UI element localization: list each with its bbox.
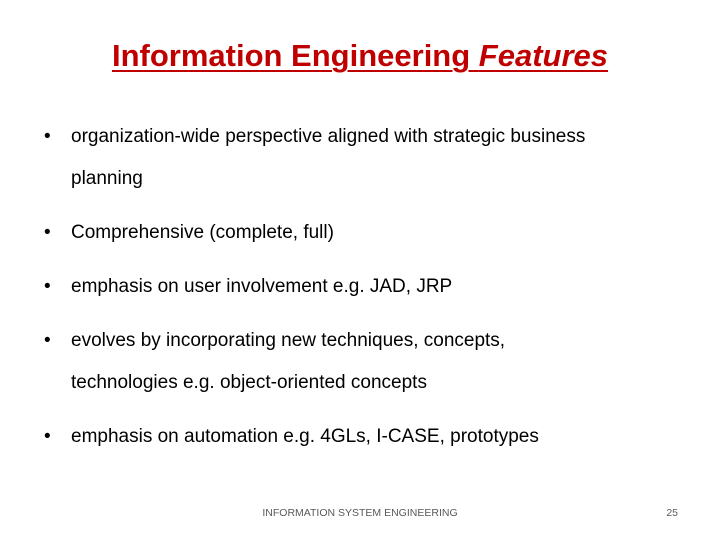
bullet-text-line: organization-wide perspective aligned with strategic business	[71, 126, 586, 147]
bullet-text-line: emphasis on user involvement e.g. JAD, JRP	[71, 276, 453, 297]
bullet-text-line: technologies e.g. object-oriented concepts	[71, 372, 427, 393]
bullet-dot-icon: •	[44, 126, 51, 147]
slide-title-emphasis: Features	[478, 38, 609, 73]
bullet-text-line: planning	[71, 168, 143, 189]
bullet-item	[44, 416, 684, 458]
bullet-list	[44, 116, 684, 470]
bullet-dot-icon: •	[44, 276, 51, 297]
bullet-dot-icon: •	[44, 426, 51, 447]
bullet-item	[44, 320, 684, 404]
bullet-item	[44, 266, 684, 308]
slide-title-main: Information Engineering	[111, 38, 479, 73]
bullet-text-line: emphasis on automation e.g. 4GLs, I-CASE, prototypes	[71, 426, 539, 447]
slide-title	[0, 34, 720, 78]
bullet-dot-icon: •	[44, 330, 51, 351]
page-number: 25	[666, 507, 678, 519]
bullet-text-line: Comprehensive (complete, full)	[71, 222, 334, 243]
bullet-item	[44, 212, 684, 254]
footer-text: INFORMATION SYSTEM ENGINEERING	[262, 507, 458, 519]
bullet-item	[44, 116, 684, 200]
bullet-text-line: evolves by incorporating new techniques, concepts,	[71, 330, 506, 351]
bullet-dot-icon: •	[44, 222, 51, 243]
